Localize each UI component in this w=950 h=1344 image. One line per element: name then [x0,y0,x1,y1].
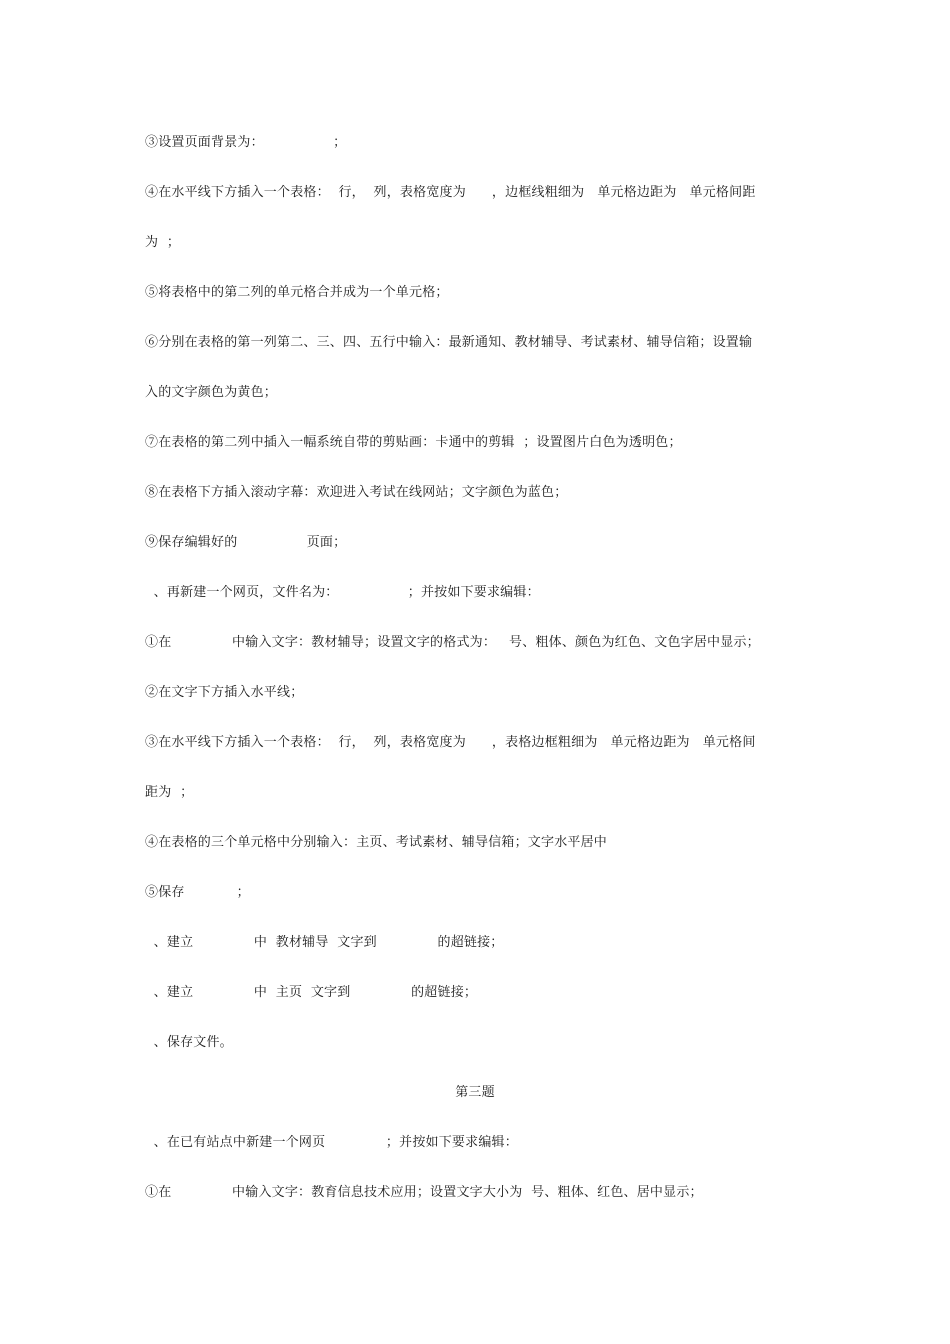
text-line: 、再新建一个网页，文件名为： ；并按如下要求编辑： [145,585,540,600]
text-line: ⑤保存 ； [145,885,250,900]
text-line: ⑥分别在表格的第一列第二、三、四、五行中输入：最新通知、教材辅导、考试素材、辅导信箱；设置输 [145,335,753,350]
text-line: ①在 中输入文字：教材辅导；设置文字的格式为： 号、粗体、颜色为红色、文色字居中显示； [145,635,760,650]
text-line: ③在水平线下方插入一个表格： 行， 列，表格宽度为 ，表格边框粗细为 单元格边距为 单元格间 [145,735,756,750]
text-line: ⑤将表格中的第二列的单元格合并成为一个单元格； [145,285,449,300]
text-line: ⑦在表格的第二列中插入一幅系统自带的剪贴画：卡通中的剪辑 ；设置图片白色为透明色； [145,435,682,450]
text-line: ①在 中输入文字：教育信息技术应用；设置文字大小为 号、粗体、红色、居中显示； [145,1185,703,1200]
text-line: 入的文字颜色为黄色； [145,385,278,400]
text-line: ③设置页面背景为： ； [145,135,347,150]
text-line: 为 ； [145,235,181,250]
text-line: 距为 ； [145,785,194,800]
text-line: 、建立 中 主页 文字到 的超链接； [145,985,478,1000]
text-line: 、在已有站点中新建一个网页 ；并按如下要求编辑： [145,1135,518,1150]
text-line: 、保存文件。 [145,1035,233,1050]
text-line: ④在水平线下方插入一个表格： 行， 列，表格宽度为 ，边框线粗细为 单元格边距为 单元格间距 [145,185,756,200]
text-line: 、建立 中 教材辅导 文字到 的超链接； [145,935,504,950]
section-heading: 第三题 [455,1085,495,1100]
text-line: ④在表格的三个单元格中分别输入：主页、考试素材、辅导信箱；文字水平居中 [145,835,608,850]
text-line: ②在文字下方插入水平线； [145,685,304,700]
text-line: ⑧在表格下方插入滚动字幕：欢迎进入考试在线网站；文字颜色为蓝色； [145,485,568,500]
text-line: ⑨保存编辑好的 页面； [145,535,347,550]
